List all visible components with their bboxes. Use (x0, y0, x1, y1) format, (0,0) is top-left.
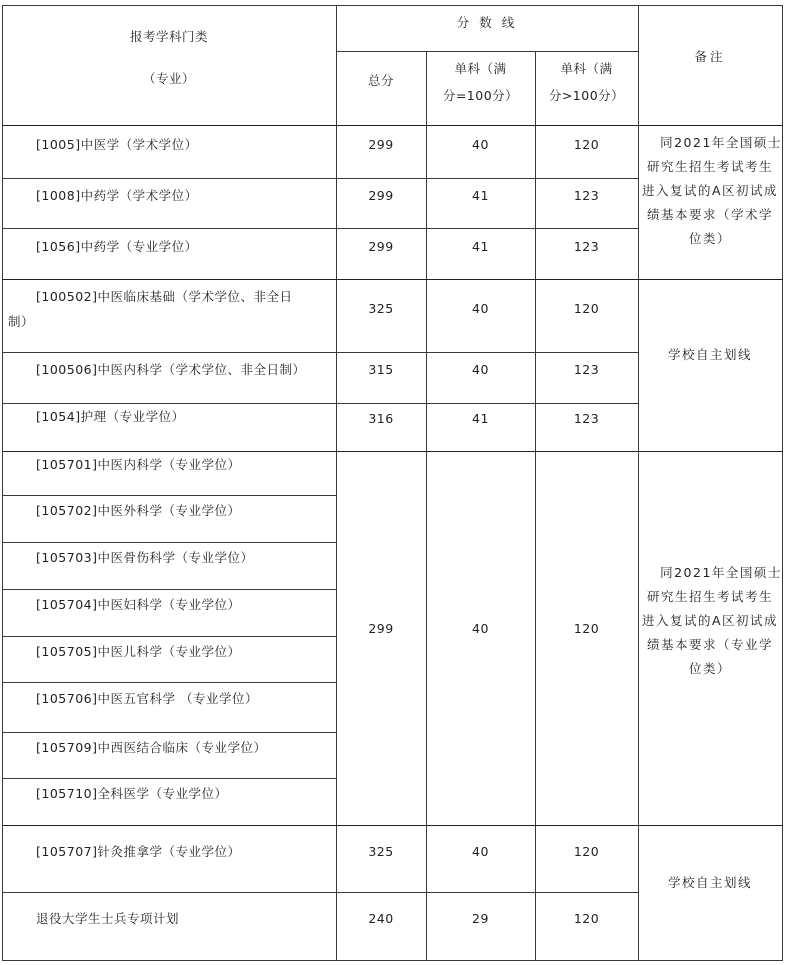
row-line (2, 178, 638, 179)
row-subject: [1054]护理（专业学位） (36, 409, 185, 424)
header-total: 总分 (367, 73, 394, 88)
row-single-gt100: 123 (573, 239, 600, 254)
remark-line: 进入复试的A区初试成 (641, 183, 779, 198)
row-line (2, 352, 638, 353)
row-subject: [105705]中医儿科学（专业学位） (36, 644, 241, 659)
merged-total: 299 (368, 621, 394, 636)
row-subject: [105709]中西医结合临床（专业学位） (36, 740, 267, 755)
header-scores: 分 数 线 (456, 15, 518, 30)
remark-line: 研究生招生考试考生 (646, 589, 773, 604)
remark-line: 同2021年全国硕士 (660, 565, 782, 580)
table-border-left (2, 5, 3, 961)
row-subject: [105702]中医外科学（专业学位） (36, 503, 241, 518)
row-subject: [1008]中药学（学术学位） (36, 188, 198, 203)
row-subject: [105704]中医妇科学（专业学位） (36, 597, 241, 612)
row-single-100: 41 (472, 188, 489, 203)
header-subject-line1: 报考学科门类 (129, 29, 208, 44)
row-line (2, 589, 336, 590)
row-total: 240 (368, 911, 394, 926)
row-single-gt100: 120 (573, 844, 600, 859)
row-single-gt100: 123 (573, 188, 600, 203)
row-line (2, 682, 336, 683)
row-single-100: 40 (472, 301, 489, 316)
header-single-gt100-b: 分>100分） (548, 88, 625, 103)
row-line (2, 228, 638, 229)
remark-group4: 学校自主划线 (667, 875, 752, 890)
merged-single-gt100: 120 (573, 621, 600, 636)
row-subject: [105703]中医骨伤科学（专业学位） (36, 550, 254, 565)
group-line (2, 279, 783, 280)
row-subject-cont: 制） (8, 314, 35, 329)
row-single-gt100: 123 (573, 362, 600, 377)
header-remark: 备注 (694, 49, 726, 64)
remark-line: 研究生招生考试考生 (646, 159, 773, 174)
row-total: 299 (368, 137, 394, 152)
group-line (2, 825, 783, 826)
header-subject-line2: （专业） (142, 71, 195, 86)
row-total: 315 (368, 362, 394, 377)
table-border-top (2, 5, 783, 6)
row-line (2, 403, 638, 404)
row-subject: [105710]全科医学（专业学位） (36, 786, 228, 801)
remark-line: 同2021年全国硕士 (660, 135, 782, 150)
header-single-100-a: 单科（满 (454, 61, 507, 76)
row-total: 325 (368, 844, 394, 859)
header-single-100-b: 分=100分） (442, 88, 519, 103)
row-total: 325 (368, 301, 394, 316)
header-single-gt100-a: 单科（满 (560, 61, 613, 76)
row-subject: [1056]中药学（专业学位） (36, 239, 198, 254)
row-total: 299 (368, 188, 394, 203)
table-border-right (782, 5, 783, 961)
row-total: 316 (368, 411, 394, 426)
remark-line: 绩基本要求（学术学 (646, 207, 773, 222)
row-single-100: 40 (472, 844, 489, 859)
row-single-100: 41 (472, 411, 489, 426)
row-subject: [1005]中医学（学术学位） (36, 137, 198, 152)
row-single-100: 41 (472, 239, 489, 254)
row-subject: [105701]中医内科学（专业学位） (36, 457, 241, 472)
row-single-gt100: 120 (573, 911, 600, 926)
remark-line: 进入复试的A区初试成 (641, 613, 779, 628)
remark-group2: 学校自主划线 (667, 347, 752, 362)
row-subject: [100502]中医临床基础（学术学位、非全日 (36, 289, 293, 304)
row-line (2, 636, 336, 637)
row-subject: [105707]针灸推拿学（专业学位） (36, 844, 241, 859)
row-single-gt100: 120 (573, 137, 600, 152)
row-total: 299 (368, 239, 394, 254)
remark-line: 位类） (688, 231, 731, 246)
row-line (2, 542, 336, 543)
row-line (2, 778, 336, 779)
merged-single-100: 40 (472, 621, 489, 636)
scores-header-divider (336, 51, 638, 52)
score-table (2, 5, 783, 960)
row-single-100: 40 (472, 362, 489, 377)
header-bottom (2, 125, 783, 126)
row-subject: [100506]中医内科学（学术学位、非全日制） (36, 362, 306, 377)
remark-line: 位类） (688, 661, 731, 676)
row-single-100: 29 (472, 911, 489, 926)
row-line (2, 495, 336, 496)
row-subject: [105706]中医五官科学 （专业学位） (36, 691, 258, 706)
row-single-gt100: 120 (573, 301, 600, 316)
row-subject: 退役大学生士兵专项计划 (36, 911, 180, 926)
remark-group3 (638, 561, 782, 681)
remark-line: 绩基本要求（专业学 (646, 637, 773, 652)
row-single-100: 40 (472, 137, 489, 152)
row-single-gt100: 123 (573, 411, 600, 426)
table-border-bottom (2, 960, 783, 961)
group-line (2, 451, 783, 452)
remark-group1 (638, 131, 782, 251)
row-line (2, 892, 638, 893)
row-line (2, 732, 336, 733)
